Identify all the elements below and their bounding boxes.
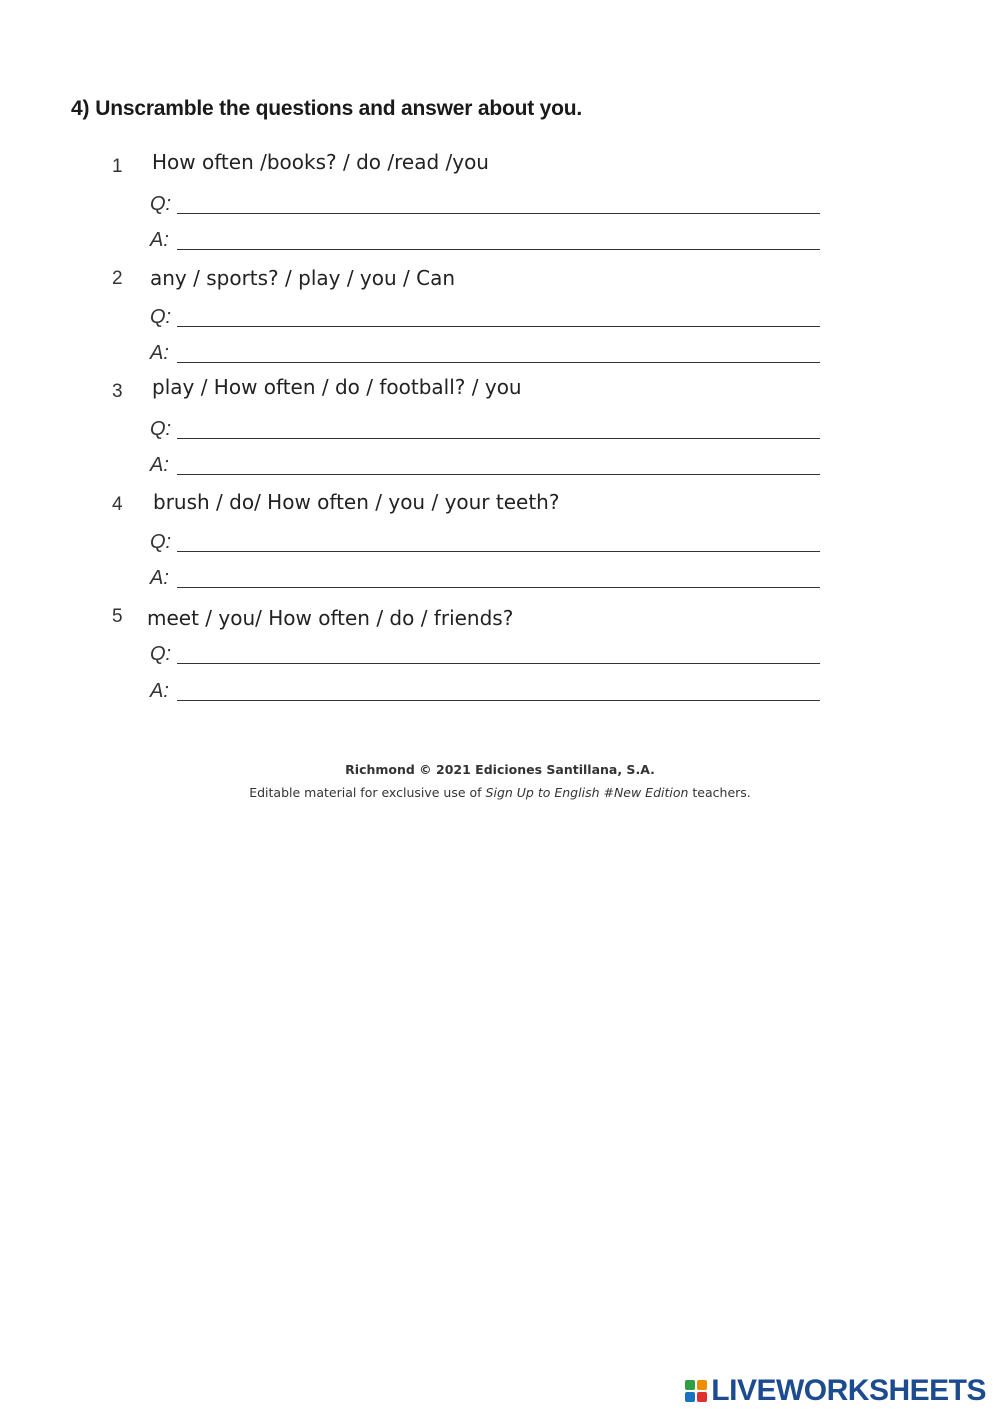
exercise-number: 4)	[71, 97, 90, 120]
answer-label: A:	[150, 680, 169, 702]
question-label: Q:	[150, 531, 172, 553]
answer-line[interactable]	[177, 362, 820, 363]
question-answer-line[interactable]	[177, 551, 820, 552]
liveworksheets-logo-icon	[685, 1380, 707, 1402]
exercise-instruction: Unscramble the questions and answer about you.	[95, 97, 583, 120]
answer-line[interactable]	[177, 474, 820, 475]
license-line	[0, 785, 1000, 800]
answer-line[interactable]	[177, 700, 820, 701]
answer-line[interactable]	[177, 587, 820, 588]
item-prompt: meet / you/ How often / do / friends?	[147, 606, 514, 630]
brand-name: LIVEWORKSHEETS	[711, 1374, 986, 1407]
item-prompt: How often /books? / do /read /you	[152, 150, 489, 174]
question-answer-line[interactable]	[177, 438, 820, 439]
question-row	[150, 192, 820, 216]
license-text-post: teachers.	[688, 785, 751, 800]
question-answer-line[interactable]	[177, 326, 820, 327]
item-number: 5	[112, 606, 123, 627]
question-label: Q:	[150, 418, 172, 440]
item-prompt: play / How often / do / football? / you	[152, 375, 522, 399]
item-number: 2	[112, 268, 123, 289]
question-row	[150, 305, 820, 329]
item-number: 3	[112, 381, 123, 402]
question-label: Q:	[150, 643, 172, 665]
question-row	[150, 417, 820, 441]
item-prompt: any / sports? / play / you / Can	[150, 266, 456, 290]
answer-line[interactable]	[177, 249, 820, 250]
copyright-line: Richmond © 2021 Ediciones Santillana, S.A.	[345, 762, 655, 777]
answer-row	[150, 566, 820, 590]
answer-label: A:	[150, 567, 169, 589]
liveworksheets-brand[interactable]	[685, 1374, 986, 1408]
question-answer-line[interactable]	[177, 213, 820, 214]
question-label: Q:	[150, 193, 172, 215]
exercise-title	[71, 97, 582, 121]
answer-row	[150, 228, 820, 252]
question-label: Q:	[150, 306, 172, 328]
question-row	[150, 530, 820, 554]
item-prompt: brush / do/ How often / you / your teeth?	[153, 490, 560, 514]
answer-row	[150, 341, 820, 365]
answer-row	[150, 679, 820, 703]
license-text-pre: Editable material for exclusive use of	[249, 785, 486, 800]
answer-label: A:	[150, 342, 169, 364]
item-number: 4	[112, 494, 123, 515]
answer-row	[150, 453, 820, 477]
item-number: 1	[112, 156, 123, 177]
answer-label: A:	[150, 454, 169, 476]
question-answer-line[interactable]	[177, 663, 820, 664]
answer-label: A:	[150, 229, 169, 251]
book-title: Sign Up to English #New Edition	[485, 785, 689, 800]
question-row	[150, 642, 820, 666]
